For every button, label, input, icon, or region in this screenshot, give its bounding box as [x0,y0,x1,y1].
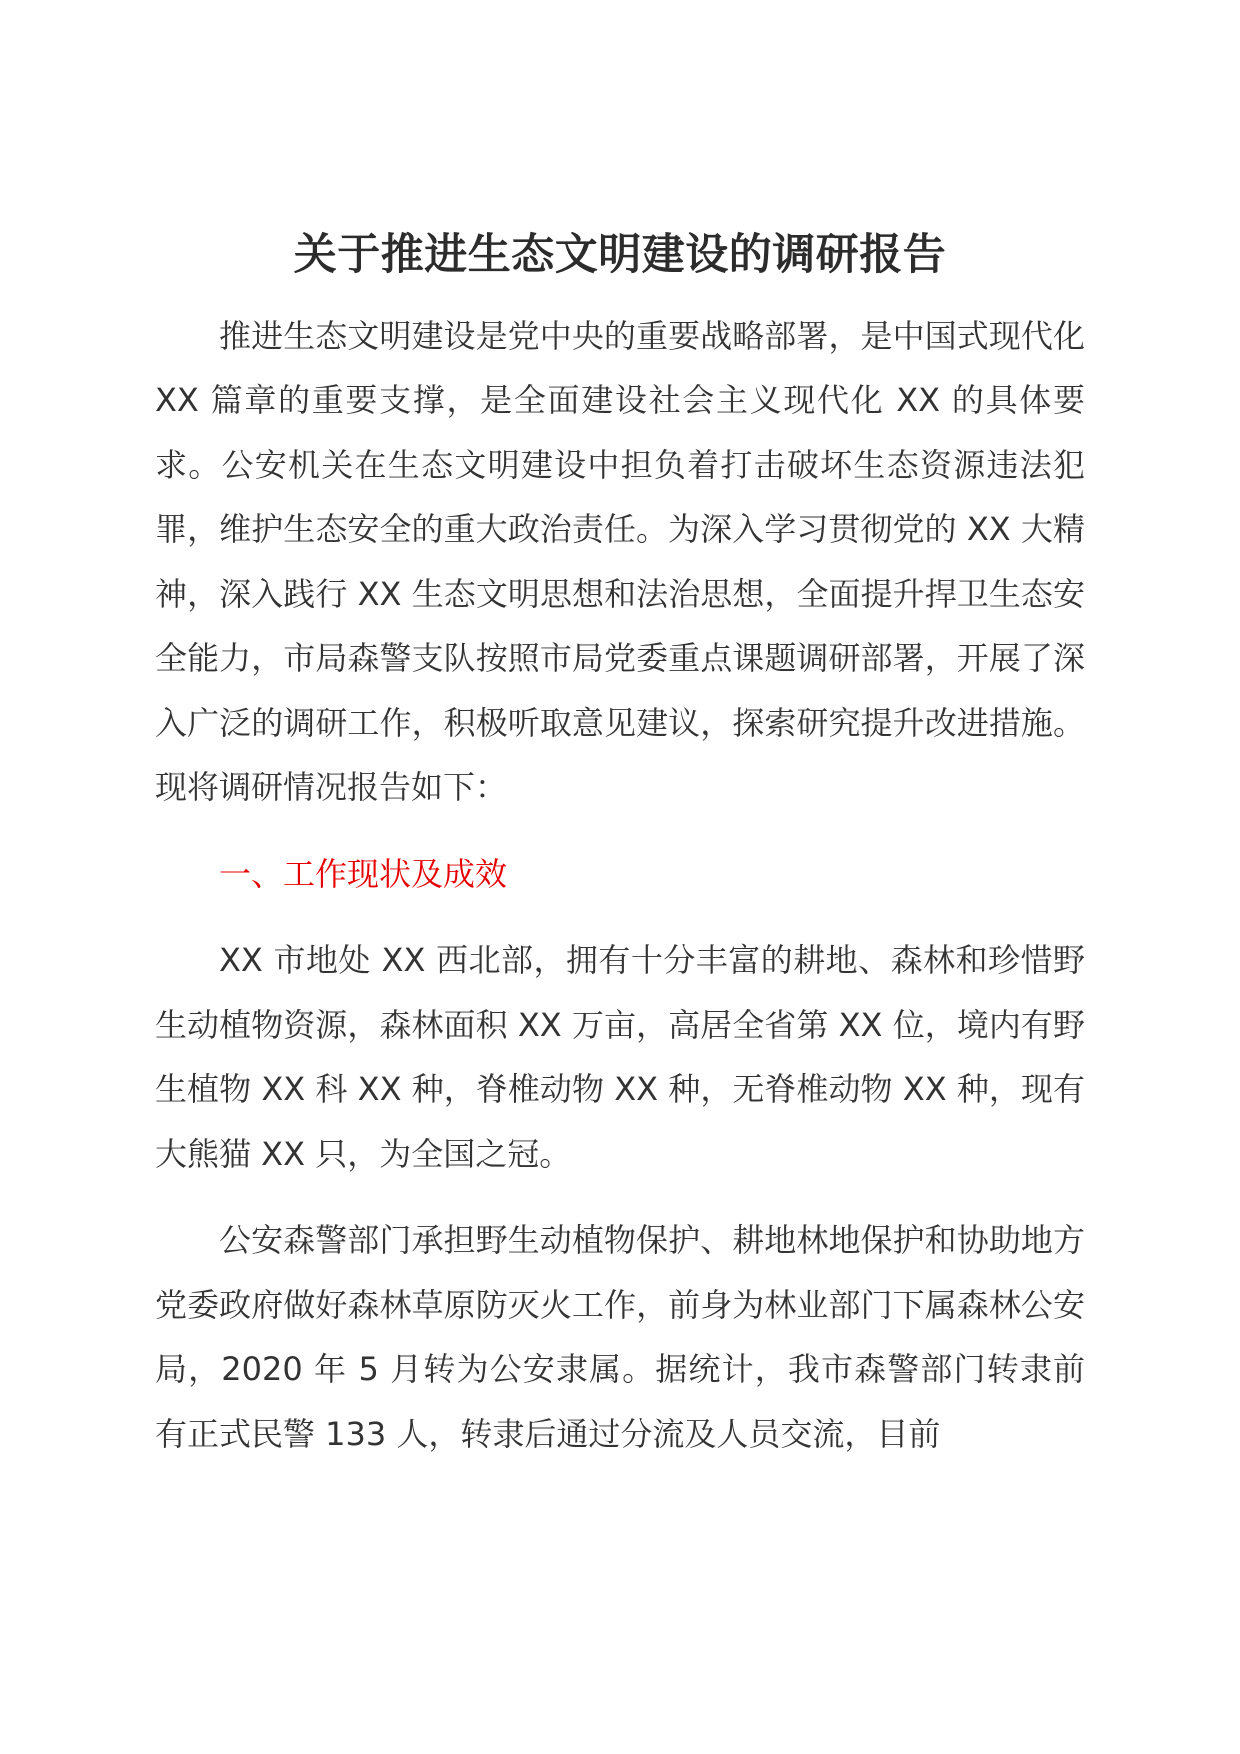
paragraph-forest-police: 公安森警部门承担野生动植物保护、耕地林地保护和协助地方党委政府做好森林草原防灭火工作，前身为林业部门下属森林公安局，2020 年 5 月转为公安隶属。据统计，我市森警部门转隶前有正式民警 133 人，转隶后通过分流及人员交流，目前 [155,1221,1085,1453]
intro-paragraph: 推进生态文明建设是党中央的重要战略部署，是中国式现代化 XX 篇章的重要支撑，是全面建设社会主义现代化 XX 的具体要求。公安机关在生态文明建设中担负着打击破坏生态资源违法犯罪，维护生态安全的重大政治责任。为深入学习贯彻党的 XX 大精神，深入践行 XX 生态文明思想和法治思想，全面提升捍卫生态安全能力，市局森警支队按照市局党委重点课题调研部署，开展了深入广泛的调研工作，积极听取意见建议，探索研究提升改进措施。现将调研情况报告如下： [155,316,1085,807]
section-heading-work-status: 一、工作现状及成效 [219,854,508,893]
document-body [155,230,1085,1466]
document-title: 关于推进生态文明建设的调研报告 [293,230,947,280]
paragraph-city-resources: XX 市地处 XX 西北部，拥有十分丰富的耕地、森林和珍惜野生动植物资源，森林面积 XX 万亩，高居全省第 XX 位，境内有野生植物 XX 科 XX 种，脊椎动物 XX 种，无脊椎动物 XX 种，现有大熊猫 XX 只，为全国之冠。 [155,941,1085,1173]
